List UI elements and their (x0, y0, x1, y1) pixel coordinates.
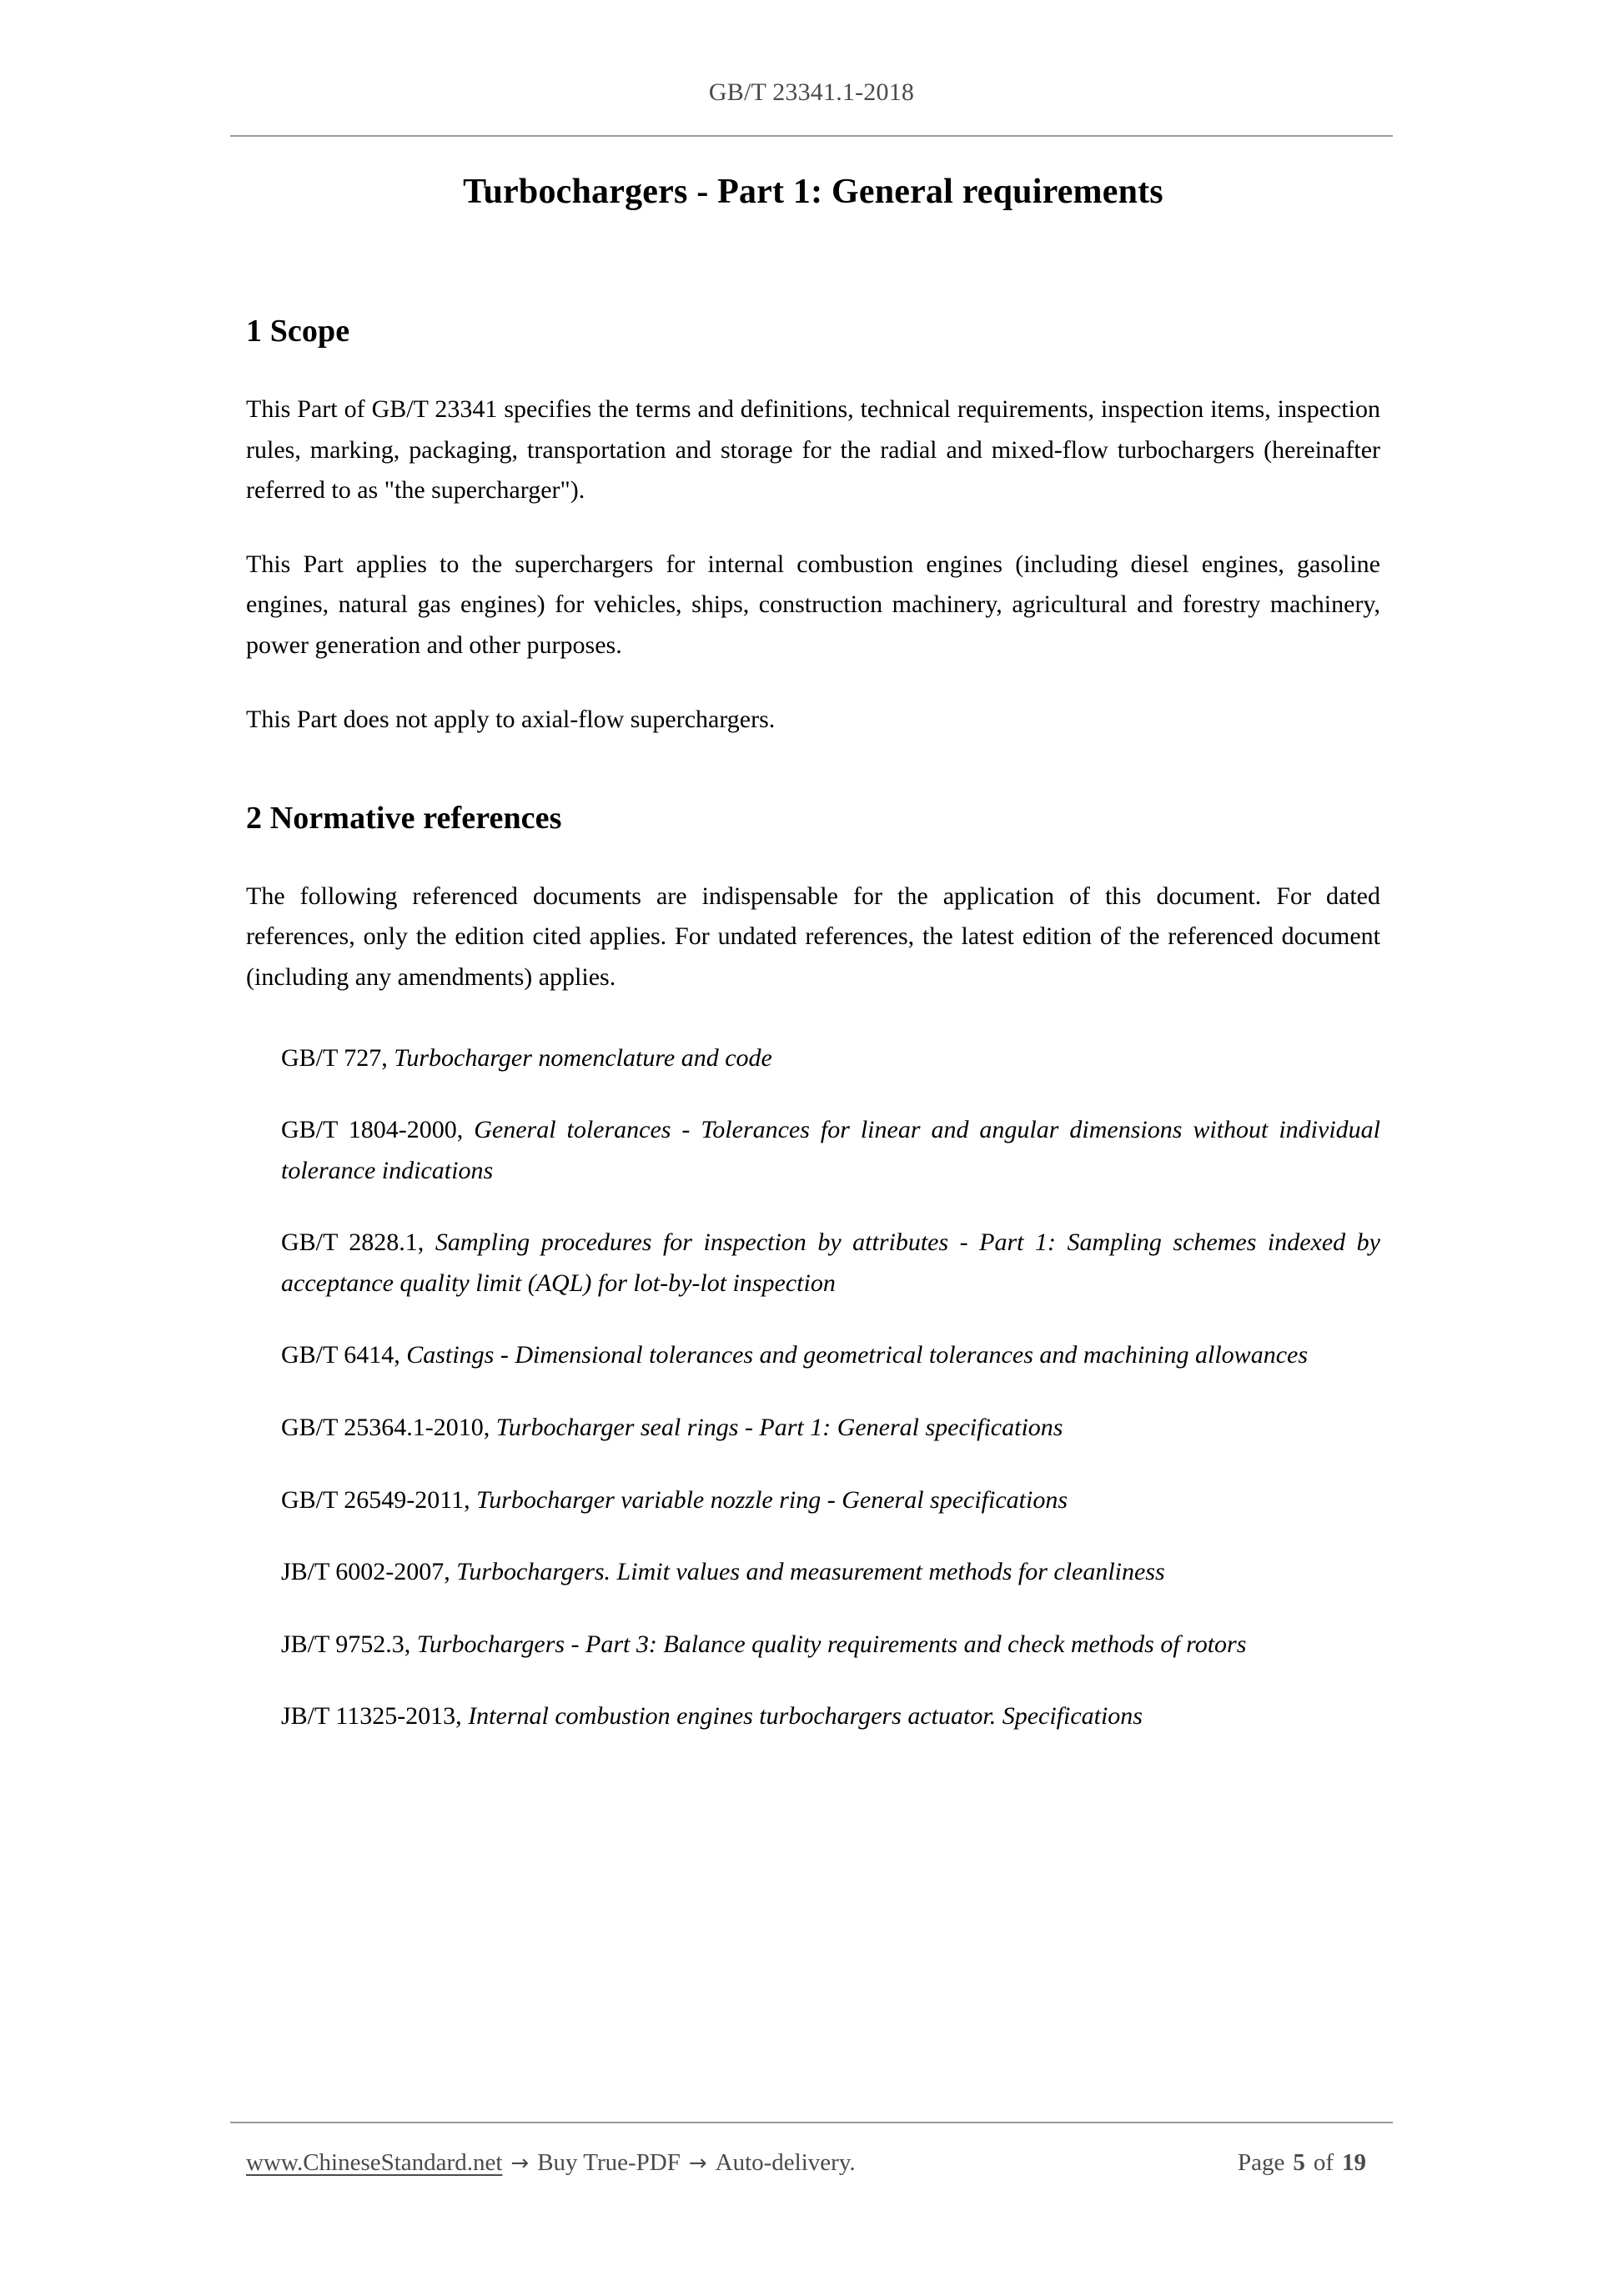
reference-title: Turbocharger variable nozzle ring - General specifications (476, 1485, 1068, 1514)
reference-code: JB/T 9752.3, (281, 1630, 411, 1658)
footer-promo-buy: Buy True-PDF (537, 2149, 681, 2176)
website-link[interactable]: www.ChineseStandard.net (246, 2149, 503, 2176)
document-content (246, 171, 1380, 1737)
reference-title: Turbocharger nomenclature and code (394, 1043, 772, 1072)
footer-divider (230, 2122, 1393, 2123)
reference-code: GB/T 6414, (281, 1341, 400, 1369)
reference-title: Turbochargers. Limit values and measurement methods for cleanliness (456, 1558, 1165, 1586)
page-title: Turbochargers - Part 1: General requirements (463, 173, 1163, 211)
reference-code: GB/T 26549-2011, (281, 1485, 470, 1514)
normative-reference-list (246, 1038, 1380, 1738)
reference-code: JB/T 6002-2007, (281, 1558, 450, 1586)
reference-entry (246, 1110, 1380, 1191)
reference-entry (246, 1480, 1380, 1521)
reference-code: GB/T 2828.1, (281, 1228, 425, 1257)
scope-paragraph-3: This Part does not apply to axial-flow superchargers. (246, 705, 776, 733)
reference-title: Turbochargers - Part 3: Balance quality requirements and check methods of rotors (416, 1630, 1247, 1658)
reference-code: JB/T 11325-2013, (281, 1702, 462, 1731)
scope-paragraph-1: This Part of GB/T 23341 specifies the terms and definitions, technical requirements, inspection items, inspection rules, marking, packaging, transportation and storage for the radial and mixed-flow turbochargers (hereinafter referred to as "the supercharger"). (246, 394, 1380, 505)
reference-code: GB/T 1804-2000, (281, 1116, 464, 1144)
scope-paragraph-2: This Part applies to the superchargers for internal combustion engines (including diesel engines, gasoline engines, natural gas engines) for vehicles, ships, construction machinery, agricultural and forestry machinery, power generation and other purposes. (246, 550, 1380, 659)
reference-title: Castings - Dimensional tolerances and geometrical tolerances and machining allowances (406, 1341, 1308, 1369)
reference-entry (246, 1038, 1380, 1079)
page-footer (246, 2150, 1381, 2177)
section-heading-normative-references: 2 Normative references (246, 801, 562, 837)
header-divider (230, 135, 1393, 137)
reference-title: Turbocharger seal rings - Part 1: General specifications (495, 1414, 1063, 1442)
reference-entry (246, 1696, 1380, 1737)
arrow-right-icon: → (510, 2151, 530, 2176)
reference-title: Sampling procedures for inspection by attributes - Part 1: Sampling schemes indexed by acceptance quality limit (AQL) for lot-by-lot inspection (281, 1228, 1380, 1297)
footer-promo-delivery: Auto-delivery. (715, 2149, 856, 2176)
reference-entry (246, 1552, 1380, 1593)
reference-entry (246, 1335, 1380, 1376)
normative-references-intro: The following referenced documents are indispensable for the application of this document. For dated references, only the edition cited applies. For undated references, the latest edition of the referenced document (including any amendments) applies. (246, 882, 1380, 991)
reference-entry (246, 1223, 1380, 1304)
of-label: of (1313, 2149, 1334, 2176)
page-label: Page (1237, 2149, 1285, 2176)
running-header (230, 80, 1393, 105)
page-indicator (1234, 2150, 1381, 2177)
section-heading-scope: 1 Scope (246, 314, 350, 349)
footer-promo (246, 2150, 856, 2177)
total-page-number: 19 (1342, 2149, 1366, 2176)
current-page-number: 5 (1293, 2149, 1305, 2176)
reference-title: Internal combustion engines turbochargers actuator. Specifications (468, 1702, 1143, 1731)
arrow-right-icon: → (688, 2151, 707, 2176)
reference-code: GB/T 727, (281, 1043, 388, 1072)
standard-number: GB/T 23341.1-2018 (708, 78, 915, 106)
reference-entry (246, 1408, 1380, 1449)
reference-code: GB/T 25364.1-2010, (281, 1414, 490, 1442)
reference-title: General tolerances - Tolerances for linear and angular dimensions without individual tolerance indications (281, 1116, 1380, 1184)
reference-entry (246, 1625, 1380, 1665)
